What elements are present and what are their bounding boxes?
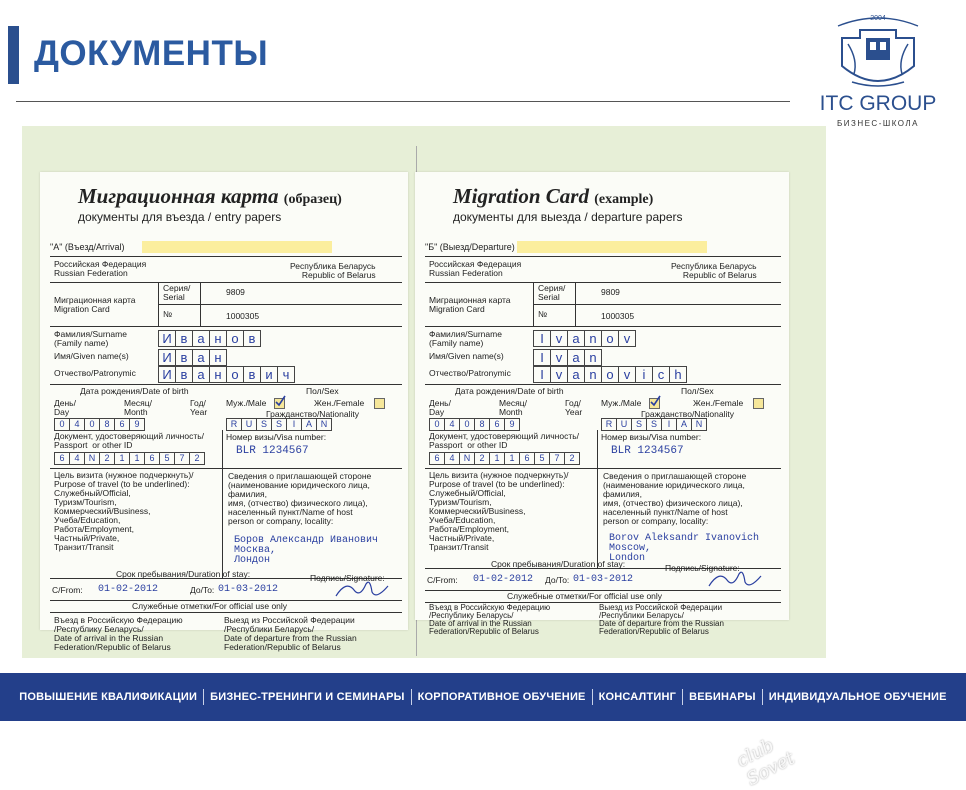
departure-label: Выезд из Российской Федерации /Республики Беларусь/ Date of departure from the Russian Federation/Republic of Belarus [599,603,724,636]
female-checkbox [753,398,764,409]
letter-cell: а [192,330,210,347]
letter-cell: н [209,349,227,366]
footer-item-corporate[interactable]: КОРПОРАТИВНОЕ ОБУЧЕНИЕ [417,691,586,703]
surname-cells [158,330,260,347]
footer-item-consulting[interactable]: КОНСАЛТИНГ [598,691,677,703]
dob-digits [54,418,144,431]
digit-cell: A [676,418,692,431]
letter-cell: n [584,330,602,347]
country-right: Республика Беларусь Republic of Belarus [290,261,376,280]
digit-cell: 1 [129,452,145,465]
letter-cell: c [652,366,670,383]
digit-cell: 6 [429,452,445,465]
letter-cell: а [192,366,210,383]
digit-cell: 7 [174,452,190,465]
patronymic-cells [158,366,294,383]
given-name-label: Имя/Given name(s) [429,351,504,361]
digit-cell: 1 [489,452,505,465]
digit-cell: 0 [54,418,70,431]
nationality-cells [226,418,331,431]
visa-value: BLR 1234567 [611,445,684,457]
footer-nav [0,673,966,721]
card-subtitle: документы для выезда / departure papers [453,210,683,224]
country-left: Российская Федерация Russian Federation [429,259,522,278]
male-label: Муж./Male [226,398,267,408]
letter-cell: i [635,366,653,383]
signature-label: Подпись/Signature: [665,563,740,573]
letter-cell: И [158,330,176,347]
digit-cell: 6 [114,418,130,431]
to-value: 01-03-2012 [573,574,634,585]
sex-label: Пол/Sex [306,386,339,396]
digit-cell: 6 [54,452,70,465]
purpose-label: Цель визита (нужное подчеркнуть)/ Purpose of travel (to be underlined): Служебный/Official, Туризм/Tourism, Коммерческий/Business, Учеба/Education, Работа/Employment, Частный/Private, Транзит/Transit [54,470,194,552]
letter-cell: и [260,366,278,383]
logo-name: ITC GROUP [819,92,937,115]
host-value: Боров Александр Иванович Москва, Лондон [234,535,379,566]
host-label: Сведения о приглашающей стороне (наименование юридического лица, фамилия, имя, (отчество) физического лица), населенный пункт/Name of host person or company, locality: [603,471,747,526]
signature-label: Подпись/Signature: [310,573,385,583]
letter-cell: И [158,349,176,366]
given-name-label: Имя/Given name(s) [54,351,129,361]
given-name-cells [533,349,601,366]
digit-cell: 0 [84,418,100,431]
letter-cell: v [550,366,568,383]
letter-cell: a [567,349,585,366]
digit-cell: N [691,418,707,431]
duration-label: Срок пребывания/Duration of stay: [491,559,626,569]
letter-cell: n [584,349,602,366]
letter-cell: a [567,330,585,347]
digit-cell: 6 [519,452,535,465]
letter-cell: о [226,366,244,383]
letter-cell: в [243,330,261,347]
letter-cell: a [567,366,585,383]
digit-cell: N [459,452,475,465]
serial-value: 9809 [226,287,245,297]
country-right: Республика Беларусь Republic of Belarus [671,261,757,280]
from-value: 01-02-2012 [98,584,159,595]
serial-label: Серия/ Serial [163,283,191,302]
digit-cell: 1 [504,452,520,465]
card-type-row: "Б" (Выезд/Departure) [425,242,775,254]
letter-cell: в [175,330,193,347]
patronymic-label: Отчество/Patronymic [54,368,136,378]
letter-cell: I [533,330,551,347]
digit-cell: 8 [474,418,490,431]
digit-cell: 2 [189,452,205,465]
visa-label: Номер визы/Visa number: [601,432,702,442]
digit-cell: 0 [459,418,475,431]
arrival-label: Въезд в Российскую Федерацию /Республику Беларусь/ Date of arrival in the Russian Federation/Republic of Belarus [429,603,551,636]
number-label: № [538,309,548,319]
day-label: День/ Day [54,398,76,417]
digit-cell: S [256,418,272,431]
letter-cell: ч [277,366,295,383]
document-label: Документ, удостоверяющий личность/ Passport or other ID [429,431,580,450]
number-label: № [163,309,173,319]
digit-cell: S [631,418,647,431]
male-checkbox [649,398,660,409]
dob-label: Дата рождения/Date of birth [80,386,189,396]
number-value: 1000305 [601,311,635,321]
card-label: Миграционная карта Migration Card [429,295,511,314]
from-label: С/From: [52,585,83,595]
digit-cell: 9 [504,418,520,431]
letter-cell: в [243,366,261,383]
year-label: Год/ Year [190,398,208,417]
signature [332,576,392,602]
country-left: Российская Федерация Russian Federation [54,259,147,278]
serial-value: 9809 [601,287,620,297]
digit-cell: 1 [114,452,130,465]
digit-cell: N [84,452,100,465]
svg-text:2004: 2004 [870,15,886,22]
digit-cell: 5 [534,452,550,465]
purpose-label: Цель визита (нужное подчеркнуть)/ Purpose of travel (to be underlined): Служебный/Official, Туризм/Tourism, Коммерческий/Business, Учеба/Education, Работа/Employment, Частный/Private, Транзит/Transit [429,470,569,552]
official-label: Служебные отметки/For official use only [507,591,663,601]
header-divider [16,101,790,102]
number-value: 1000305 [226,311,260,321]
logo-subtitle: БИЗНЕС-ШКОЛА [836,119,919,128]
visa-value: BLR 1234567 [236,445,309,457]
migration-card-entry [40,172,408,652]
day-label: День/ Day [429,398,451,417]
footer-item-webinars[interactable]: ВЕБИНАРЫ [689,691,756,703]
visa-label: Номер визы/Visa number: [226,432,327,442]
letter-cell: н [209,330,227,347]
digit-cell: 9 [129,418,145,431]
migration-card-departure [415,172,789,636]
digit-cell: 4 [444,418,460,431]
patronymic-cells [533,366,686,383]
digit-cell: R [226,418,242,431]
letter-cell: v [618,330,636,347]
footer-item-trainings[interactable]: БИЗНЕС-ТРЕНИНГИ И СЕМИНАРЫ [210,691,405,703]
arrival-label: Въезд в Российскую Федерацию /Республику Беларусь/ Date of arrival in the Russian Federation/Republic of Belarus [54,615,183,652]
letter-cell: н [209,366,227,383]
female-label: Жен./Female [693,398,744,408]
digit-cell: 2 [564,452,580,465]
letter-cell: И [158,366,176,383]
surname-cells [533,330,635,347]
digit-cell: 4 [444,452,460,465]
title-accent-bar [8,26,19,84]
digit-cell: 0 [429,418,445,431]
letter-cell: v [550,330,568,347]
letter-cell: n [584,366,602,383]
nationality-label: Гражданство/Nationality [641,409,734,419]
watermark: club Sovet [733,734,799,790]
month-label: Месяц/ Month [124,398,152,417]
month-label: Месяц/ Month [499,398,527,417]
dob-digits [429,418,519,431]
surname-label: Фамилия/Surname (Family name) [429,329,502,348]
patronymic-label: Отчество/Patronymic [429,368,511,378]
digit-cell: N [316,418,332,431]
sex-label: Пол/Sex [681,386,714,396]
footer-item-individual[interactable]: ИНДИВИДУАЛЬНОЕ ОБУЧЕНИЕ [768,691,947,703]
letter-cell: v [618,366,636,383]
letter-cell: I [533,366,551,383]
given-name-cells [158,349,226,366]
digit-cell: A [301,418,317,431]
card-title: Migration Card (example) [453,184,654,208]
letter-cell: в [175,366,193,383]
document-label: Документ, удостоверяющий личность/ Passport or other ID [54,431,205,450]
from-label: С/From: [427,575,458,585]
year-label: Год/ Year [565,398,583,417]
male-checkbox [274,398,285,409]
male-label: Муж./Male [601,398,642,408]
nationality-label: Гражданство/Nationality [266,409,359,419]
card-type-row: "А" (Въезд/Arrival) [50,242,400,254]
female-label: Жен./Female [314,398,365,408]
from-value: 01-02-2012 [473,574,534,585]
host-value: Borov Aleksandr Ivanovich Moscow, London [609,533,760,564]
digit-cell: U [241,418,257,431]
digit-cell: 6 [144,452,160,465]
digit-cell: 7 [549,452,565,465]
document-digits [429,452,579,465]
host-label: Сведения о приглашающей стороне (наименование юридического лица, фамилия, имя, (отчество) физического лица), населенный пункт/Name of host person or company, locality: [228,471,372,526]
signature [705,566,765,592]
dob-label: Дата рождения/Date of birth [455,386,564,396]
digit-cell: 5 [159,452,175,465]
official-label: Служебные отметки/For official use only [132,601,288,611]
digit-cell: I [661,418,677,431]
to-label: До/To: [190,585,215,595]
digit-cell: I [286,418,302,431]
card-title: Миграционная карта (образец) [78,184,342,208]
page-title: ДОКУМЕНТЫ [34,34,269,73]
letter-cell: o [601,366,619,383]
nationality-cells [601,418,706,431]
digit-cell: 6 [489,418,505,431]
serial-label: Серия/ Serial [538,283,566,302]
digit-cell: 4 [69,418,85,431]
letter-cell: v [550,349,568,366]
letter-cell: а [192,349,210,366]
digit-cell: 8 [99,418,115,431]
digit-cell: S [271,418,287,431]
digit-cell: 2 [474,452,490,465]
card-subtitle: документы для въезда / entry papers [78,210,282,224]
letter-cell: o [601,330,619,347]
surname-label: Фамилия/Surname (Family name) [54,329,127,348]
document-digits [54,452,204,465]
departure-label: Выезд из Российской Федерации /Республики Беларусь/ Date of departure from the Russian Federation/Republic of Belarus [224,615,357,652]
female-checkbox [374,398,385,409]
digit-cell: R [601,418,617,431]
digit-cell: S [646,418,662,431]
to-value: 01-03-2012 [218,584,279,595]
letter-cell: h [669,366,687,383]
letter-cell: о [226,330,244,347]
letter-cell: I [533,349,551,366]
letter-cell: в [175,349,193,366]
digit-cell: 2 [99,452,115,465]
digit-cell: 4 [69,452,85,465]
duration-label: Срок пребывания/Duration of stay: [116,569,251,579]
to-label: До/To: [545,575,570,585]
footer-item-qualification[interactable]: ПОВЫШЕНИЕ КВАЛИФИКАЦИИ [19,691,198,703]
digit-cell: U [616,418,632,431]
card-label: Миграционная карта Migration Card [54,295,136,314]
